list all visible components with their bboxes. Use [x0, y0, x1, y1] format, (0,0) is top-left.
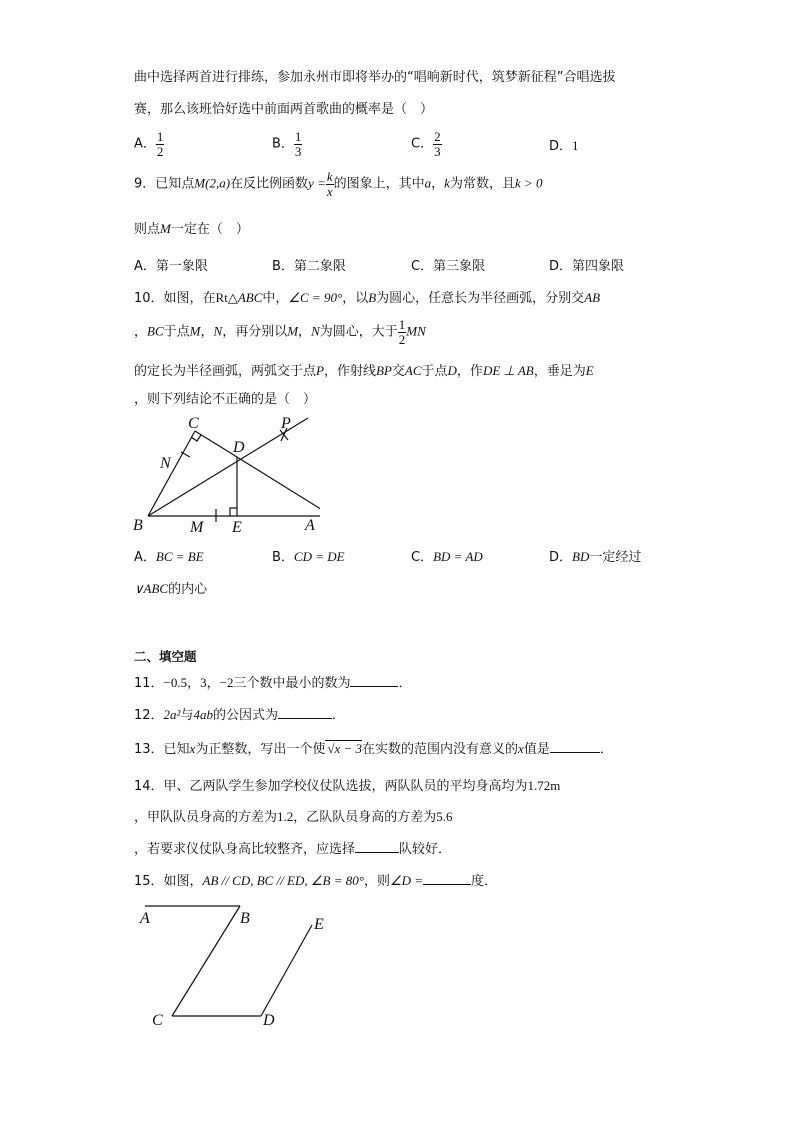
- segment-bc: [172, 906, 240, 1016]
- q10-option-c: C．BD = AD: [411, 549, 483, 565]
- q10-line3: 的定长为半径画弧，两弧交于点P，作射线BP交AC于点D，作DE ⊥ AB，垂足为E: [134, 363, 594, 379]
- q10-option-d-line2: ∨ABC的内心: [134, 581, 208, 597]
- q11-answer-blank[interactable]: [350, 675, 398, 687]
- q10-triangle-figure: [130, 408, 320, 538]
- q10-option-a: A．BC = BE: [134, 549, 204, 565]
- q9-line2: 则点M一定在（ ）: [134, 221, 249, 237]
- q14-line3: ，若要求仪仗队身高比较整齐，应选择 队较好．: [134, 842, 452, 857]
- q13: 13．已知x为正整数，写出一个使 √x − 3在实数的范围内没有意义的x值是 ．: [134, 741, 613, 757]
- q14-answer-blank[interactable]: [355, 841, 399, 853]
- q14-line2: ，甲队队员身高的方差为1.2，乙队队员身高的方差为5.6: [134, 809, 453, 825]
- q10-line1: 10．如图，在Rt△ABC中，∠C = 90°，以B为圆心，任意长为半径画弧，分别交AB: [134, 290, 601, 306]
- label-a: A: [140, 910, 150, 927]
- label-d: D: [233, 439, 245, 456]
- q8-line1: 曲中选择两首进行排练，参加永州市即将举办的“唱响新时代，筑梦新征程”合唱选拔: [134, 70, 616, 85]
- label-b: B: [133, 517, 143, 534]
- q10-line2: ，BC于点M，N，再分别以M，N为圆心，大于 $\frac{1}{2}$ MN: [134, 317, 426, 347]
- label-n: N: [160, 455, 171, 472]
- q12: 12．2a²与4ab的公因式为 ．: [134, 707, 345, 723]
- q8-option-b: B． $\frac{1}{3}$: [272, 129, 302, 159]
- q15: 15．如图，AB // CD, BC // ED, ∠B = 80°，则∠D = 度．: [134, 873, 498, 889]
- section-heading-fill-blank: 二、填空题: [134, 649, 197, 664]
- q8-line2: 赛，那么该班恰好选中前面两首歌曲的概率是（ ）: [134, 102, 434, 117]
- right-angle-mark-e: [230, 508, 237, 516]
- segment-bc: [148, 431, 195, 516]
- q9-option-d: D．第四象限: [549, 259, 625, 274]
- q8-option-c: C． $\frac{2}{3}$: [411, 129, 441, 159]
- segment-de: [261, 925, 312, 1016]
- label-c: C: [152, 1012, 163, 1029]
- q10-option-b: B．CD = DE: [272, 549, 345, 565]
- q9-option-a: A．第一象限: [134, 259, 208, 274]
- q9-option-b: B．第二象限: [272, 259, 346, 274]
- q8-option-a: A． $\frac{1}{2}$: [134, 129, 164, 159]
- label-e: E: [232, 519, 242, 536]
- label-a: A: [305, 517, 315, 534]
- label-c: C: [188, 415, 199, 432]
- segment-ca: [195, 431, 320, 516]
- q9-stem: 9．已知点M(2,a)在反比例函数y = $\frac{k}{x}$ 的图象上，其中a，k为常数，且k > 0: [134, 169, 543, 199]
- ray-bp: [148, 418, 308, 516]
- q14-line1: 14．甲、乙两队学生参加学校仪仗队选拔，两队队员的平均身高均为1.72m: [134, 778, 561, 794]
- label-e: E: [314, 916, 324, 933]
- q10-line4: ，则下列结论不正确的是（ ）: [134, 392, 317, 407]
- q12-answer-blank[interactable]: [278, 707, 332, 719]
- q15-parallel-figure: [134, 898, 344, 1033]
- q9-option-c: C．第三象限: [411, 259, 486, 274]
- label-b: B: [240, 910, 250, 927]
- q10-option-d: D．BD一定经过: [549, 549, 642, 565]
- q15-answer-blank[interactable]: [423, 873, 471, 885]
- q8-option-d: D．1: [549, 138, 579, 154]
- sqrt-expression: √x − 3: [327, 741, 363, 756]
- q11: 11．−0.5，3，−2三个数中最小的数为 ．: [134, 675, 412, 691]
- label-d: D: [263, 1012, 275, 1029]
- label-m: M: [190, 519, 204, 536]
- label-p: P: [281, 415, 291, 432]
- q13-answer-blank[interactable]: [550, 741, 600, 753]
